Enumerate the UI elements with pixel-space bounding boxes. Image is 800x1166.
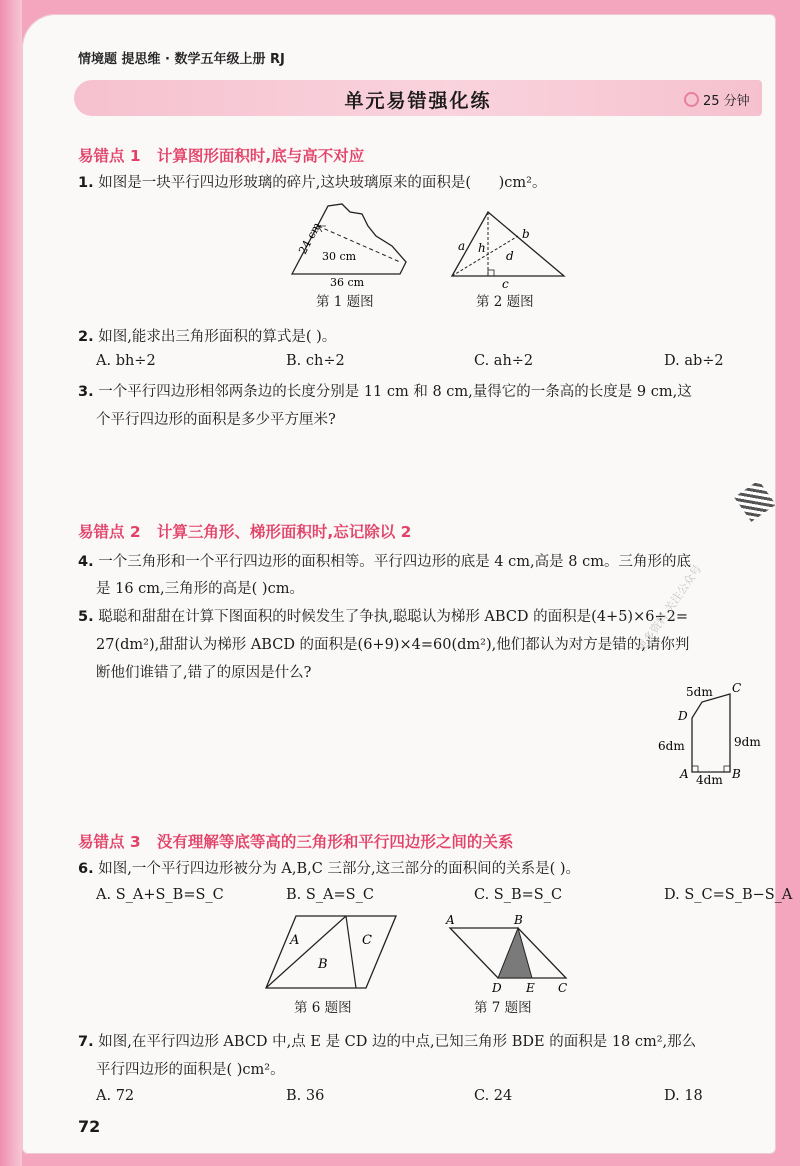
fig1-caption: 第 1 题图 (316, 294, 374, 310)
q7-option-a: A. 72 (96, 1088, 135, 1104)
figure-7 (442, 912, 572, 994)
svg-text:B: B (318, 957, 328, 972)
svg-text:C: C (732, 681, 742, 695)
svg-text:A: A (680, 767, 689, 781)
page-title: 单元易错强化练 (344, 90, 492, 112)
question-4: 4. 一个三角形和一个平行四边形的面积相等。平行四边形的底是 4 cm,高是 8 cm。三角形的底 (78, 554, 691, 570)
fig6-caption: 第 6 题图 (294, 1000, 352, 1016)
question-5-line3: 断他们谁错了,错了的原因是什么? (96, 665, 312, 681)
question-4-line2: 是 16 cm,三角形的高是( )cm。 (96, 581, 304, 597)
figure-6 (262, 912, 402, 992)
svg-text:9dm: 9dm (734, 735, 761, 749)
fig1-height-label: 30 cm (322, 250, 357, 263)
section-label: 易错点 3 (78, 833, 141, 851)
question-1: 1. 如图是一块平行四边形玻璃的碎片,这块玻璃原来的面积是( )cm²。 (78, 175, 547, 191)
question-6: 6. 如图,一个平行四边形被分为 A,B,C 三部分,这三部分的面积间的关系是( )。 (78, 861, 581, 877)
svg-text:C: C (558, 981, 568, 994)
timer-text: 25 分钟 (703, 94, 750, 109)
q7-option-b: B. 36 (286, 1088, 325, 1104)
figure-2 (446, 206, 574, 290)
q2-option-b: B. ch÷2 (286, 353, 345, 369)
svg-text:4dm: 4dm (696, 773, 723, 787)
q6-option-b: B. S_A=S_C (286, 887, 374, 903)
fig1-base-label: 36 cm (330, 276, 365, 289)
q7-option-d: D. 18 (664, 1088, 703, 1104)
question-3-line2: 个平行四边形的面积是多少平方厘米? (96, 412, 336, 428)
svg-text:E: E (526, 981, 535, 994)
page-edge (0, 0, 22, 1166)
svg-text:5dm: 5dm (686, 685, 713, 699)
question-2: 2. 如图,能求出三角形面积的算式是( )。 (78, 329, 337, 345)
svg-text:c: c (502, 277, 509, 290)
figure-1 (280, 196, 420, 292)
section-label: 易错点 1 (78, 147, 141, 165)
timer-badge (684, 90, 750, 109)
question-5: 5. 聪聪和甜甜在计算下图面积的时候发生了争执,聪聪认为梯形 ABCD 的面积是(4+5)×6÷2= (78, 609, 688, 625)
section-heading-3 (78, 830, 513, 852)
q2-option-d: D. ab÷2 (664, 353, 724, 369)
section-label: 易错点 2 (78, 523, 141, 541)
svg-text:d: d (506, 249, 514, 263)
svg-text:h: h (478, 241, 486, 255)
svg-text:B: B (514, 913, 523, 927)
q7-option-c: C. 24 (474, 1088, 513, 1104)
watermark: 更多资料 关注公众号 (634, 562, 705, 654)
question-3: 3. 一个平行四边形相邻两条边的长度分别是 11 cm 和 8 cm,量得它的一条高的长度是 9 cm,这 (78, 384, 692, 400)
fig2-caption: 第 2 题图 (476, 294, 534, 310)
svg-text:A: A (290, 933, 300, 948)
fig7-caption: 第 7 题图 (474, 1000, 532, 1016)
section-heading-2 (78, 520, 411, 542)
fig1-side-label: 24 cm (296, 220, 324, 257)
question-7: 7. 如图,在平行四边形 ABCD 中,点 E 是 CD 边的中点,已知三角形 BDE 的面积是 18 cm²,那么 (78, 1034, 697, 1050)
figure-5-trapezoid (650, 680, 770, 790)
q2-option-c: C. ah÷2 (474, 353, 534, 369)
svg-text:D: D (678, 709, 688, 723)
svg-text:D: D (492, 981, 502, 994)
page-number: 72 (78, 1117, 101, 1136)
svg-text:a: a (458, 239, 466, 253)
svg-text:C: C (362, 933, 372, 948)
q2-option-a: A. bh÷2 (96, 353, 156, 369)
q6-option-d: D. S_C=S_B−S_A (664, 887, 793, 903)
section-text: 计算三角形、梯形面积时,忘记除以 2 (156, 523, 412, 541)
q6-option-c: C. S_B=S_C (474, 887, 563, 903)
clock-icon (684, 92, 699, 107)
svg-text:A: A (446, 913, 455, 927)
q6-option-a: A. S_A+S_B=S_C (96, 887, 224, 903)
question-5-line2: 27(dm²),甜甜认为梯形 ABCD 的面积是(6+9)×4=60(dm²),他们都认为对方是错的,请你判 (96, 637, 690, 653)
section-text: 没有理解等底等高的三角形和平行四边形之间的关系 (156, 833, 514, 851)
svg-text:b: b (522, 227, 530, 241)
svg-text:6dm: 6dm (658, 739, 685, 753)
running-header: 情境题 提思维 · 数学五年级上册 RJ (78, 52, 285, 67)
section-heading-1 (78, 144, 364, 166)
svg-text:B: B (732, 767, 741, 781)
section-text: 计算图形面积时,底与高不对应 (156, 147, 365, 165)
question-7-line2: 平行四边形的面积是( )cm²。 (96, 1062, 285, 1078)
